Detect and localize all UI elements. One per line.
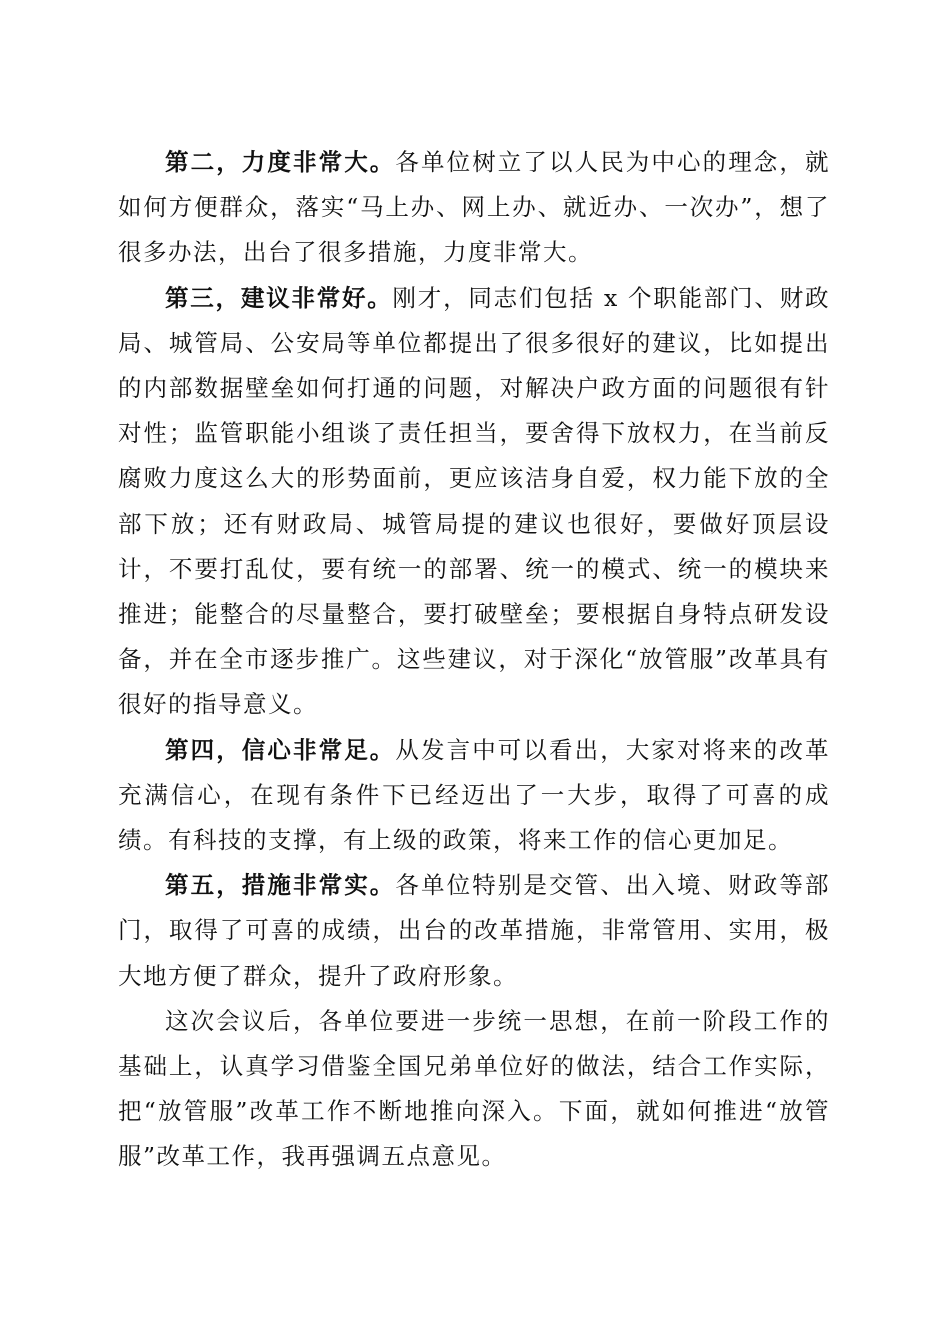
paragraph-lead: 第四，信心非常足。 bbox=[165, 735, 396, 764]
paragraph-measures bbox=[118, 863, 830, 999]
paragraph-text: 这次会议后，各单位要进一步统一思想，在前一阶段工作的基础上，认真学习借鉴全国兄弟单位好的做法，结合工作实际，把“放管服”改革工作不断地推向深入。下面，就如何推进“放管服”改革工作，我再强调五点意见。 bbox=[118, 1006, 830, 1171]
paragraph-lead: 第三，建议非常好。 bbox=[165, 283, 393, 312]
paragraph-confidence bbox=[118, 728, 830, 864]
paragraph-text: 各单位特别是交管、出入境、财政等部门，取得了可喜的成绩，出台的改革措施，非常管用、实用，极大地方便了群众，提升了政府形象。 bbox=[118, 871, 831, 990]
paragraph-text: 刚才，同志们包括 x 个职能部门、财政局、城管局、公安局等单位都提出了很多很好的建议，比如提出的内部数据壁垒如何打通的问题，对解决户政方面的问题很有针对性；监管职能小组谈了责任担当，要舍得下放权力，在当前反腐败力度这么大的形势面前，更应该洁身自爱，权力能下放的全部下放；还有财政局、城管局提的建议也很好，要做好顶层设计，不要打乱仗，要有统一的部署、统一的模式、统一的模块来推进；能整合的尽量整合，要打破壁垒；要根据自身特点研发设备，并在全市逐步推广。这些建议，对于深化“放管服”改革具有很好的指导意义。 bbox=[118, 283, 830, 719]
paragraph-lead: 第二，力度非常大。 bbox=[165, 148, 396, 176]
paragraph-suggestions bbox=[118, 276, 830, 728]
paragraph-text: 从发言中可以看出，大家对将来的改革充满信心，在现有条件下已经迈出了一大步，取得了可喜的成绩。有科技的支撑，有上级的政策，将来工作的信心更加足。 bbox=[118, 735, 831, 855]
paragraph-strength bbox=[118, 140, 830, 276]
document-body bbox=[118, 140, 830, 1180]
paragraph-text: 各单位树立了以人民为中心的理念，就如何方便群众，落实“马上办、网上办、就近办、一次办”，想了很多办法，出台了很多措施，力度非常大。 bbox=[118, 148, 831, 267]
paragraph-lead: 第五，措施非常实。 bbox=[165, 871, 396, 900]
paragraph-conclusion bbox=[118, 999, 830, 1180]
